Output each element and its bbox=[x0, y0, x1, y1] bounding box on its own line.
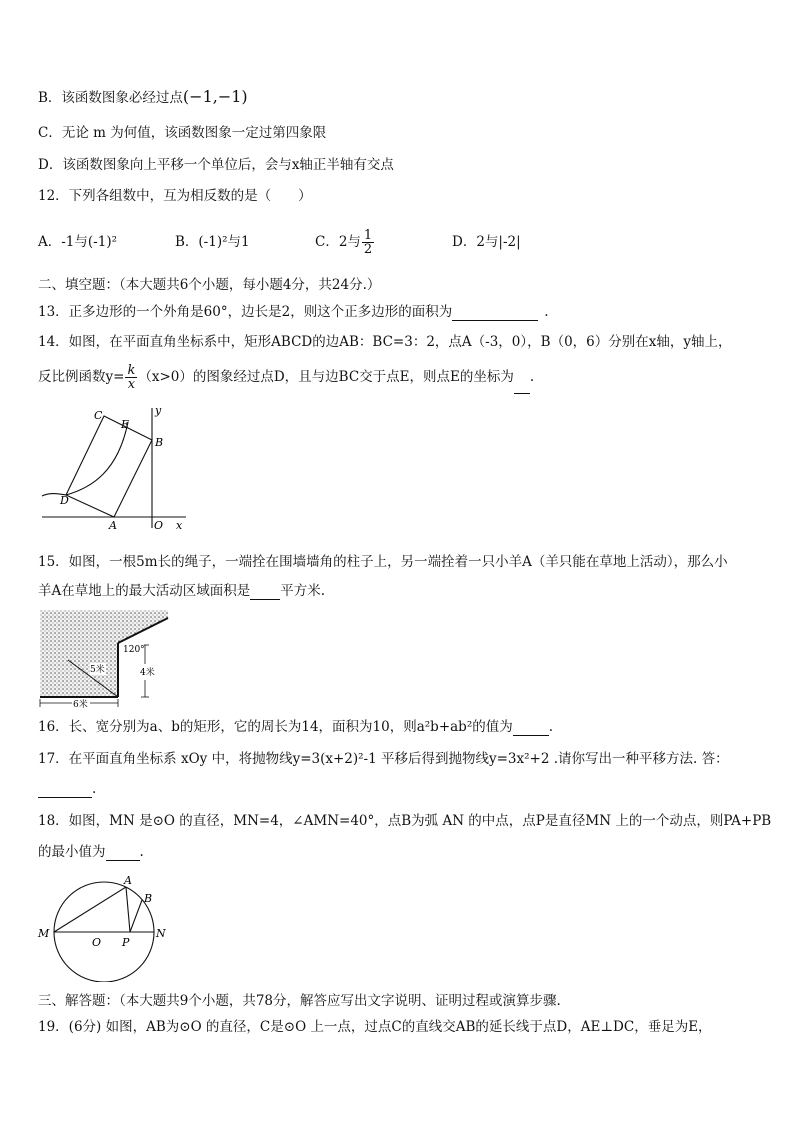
q14-label-b: B bbox=[155, 436, 164, 449]
q15-label-base: 6米 bbox=[73, 700, 88, 708]
q12-option-c-fraction: $\frac{1}{2}$ bbox=[363, 228, 373, 257]
q13-answer-blank bbox=[452, 306, 538, 321]
q14-label-d: D bbox=[60, 494, 69, 507]
q18-line1: 18．如图，MN 是⊙O 的直径，MN=4，∠AMN=40°，点B为弧 AN 的中点，点P是直径MN 上的一个动点，则PA+PB bbox=[38, 813, 772, 829]
q17-line2: . bbox=[38, 780, 96, 798]
q11-option-c: C．无论 m 为何值，该函数图象一定过第四象限 bbox=[38, 125, 327, 141]
q18-label-b: B bbox=[144, 892, 153, 905]
q11-option-d: D．该函数图象向上平移一个单位后，会与x轴正半轴有交点 bbox=[38, 157, 394, 173]
q12-option-b: B．(-1)²与1 bbox=[175, 234, 250, 250]
q12-option-c: C．2与 $\frac{1}{2}$ bbox=[315, 228, 373, 257]
q11-option-b-point: (−1,−1) bbox=[182, 87, 248, 106]
q12-stem: 12．下列各组数中，互为相反数的是（ ） bbox=[38, 188, 312, 204]
q13-text: 13．正多边形的一个外角是60°，边长是2，则这个正多边形的面积为 . bbox=[38, 304, 549, 320]
q14-fraction-k-over-x: $\frac{k}{x}$ bbox=[127, 363, 136, 392]
q11-option-b: B．该函数图象必经过点(−1,−1) bbox=[38, 87, 248, 106]
q18-label-n: N bbox=[156, 927, 166, 940]
q15-line2: 羊A在草地上的最大活动区域面积是 平方米. bbox=[38, 583, 326, 599]
q15-label-angle: 120° bbox=[123, 645, 145, 655]
q17-line1: 17．在平面直角坐标系 xOy 中，将抛物线y=3(x+2)²-1 平移后得到抛物线y=3x²+2 .请你写出一种平移方法. 答： bbox=[38, 751, 729, 767]
q16-text: 16．长、宽分别为a、b的矩形，它的周长为14，面积为10，则a²b+ab²的值为 . bbox=[38, 719, 554, 735]
q18-figure bbox=[36, 870, 170, 982]
section-2-heading: 二、填空题：（本大题共6个小题，每小题4分，共24分.） bbox=[38, 277, 381, 293]
section-3-heading: 三、解答题：（本大题共9个小题，共78分，解答应写出文字说明、证明过程或演算步骤. bbox=[38, 993, 561, 1009]
q14-line2: 反比例函数y= $\frac{k}{x}$ （x>0）的图象经过点D，且与边BC交于点E，则点E的坐标为 . bbox=[38, 363, 535, 392]
q14-label-o: O bbox=[154, 519, 164, 532]
q15-answer-blank bbox=[250, 585, 280, 600]
q18-label-m: M bbox=[38, 927, 50, 940]
q16-answer-blank bbox=[513, 721, 549, 736]
q14-answer-blank bbox=[514, 379, 530, 394]
q12-option-d: D．2与|-2| bbox=[452, 234, 521, 250]
q17-answer-blank bbox=[38, 783, 92, 798]
q18-label-a: A bbox=[124, 874, 132, 887]
q19-line1: 19．(6分) 如图，AB为⊙O 的直径，C是⊙O 上一点，过点C的直线交AB的延长线于点D，AE⊥DC，垂足为E， bbox=[38, 1019, 712, 1035]
q18-label-p: P bbox=[122, 936, 130, 949]
q14-label-x: x bbox=[176, 519, 183, 532]
q14-label-e: E bbox=[121, 418, 130, 431]
q15-label-rope: 5米 bbox=[90, 665, 105, 675]
q18-line2: 的最小值为 . bbox=[38, 844, 144, 860]
q18-label-o: O bbox=[92, 936, 102, 949]
q15-line1: 15．如图，一根5m长的绳子，一端拴在围墙墙角的柱子上，另一端拴着一只小羊A（羊只能在草地上活动），那么小 bbox=[38, 554, 728, 570]
q14-label-c: C bbox=[94, 409, 103, 422]
q12-option-a: A．-1与(-1)² bbox=[38, 234, 117, 250]
q15-label-wall: 4米 bbox=[140, 668, 155, 678]
q14-line1: 14．如图，在平面直角坐标系中，矩形ABCD的边AB：BC=3：2，点A（-3，0），B（0，6）分别在x轴，y轴上， bbox=[38, 334, 732, 350]
q18-answer-blank bbox=[106, 846, 140, 861]
q14-label-a: A bbox=[109, 519, 117, 532]
q15-figure bbox=[38, 608, 172, 708]
q14-label-y: y bbox=[155, 404, 162, 417]
q14-figure bbox=[36, 400, 192, 535]
